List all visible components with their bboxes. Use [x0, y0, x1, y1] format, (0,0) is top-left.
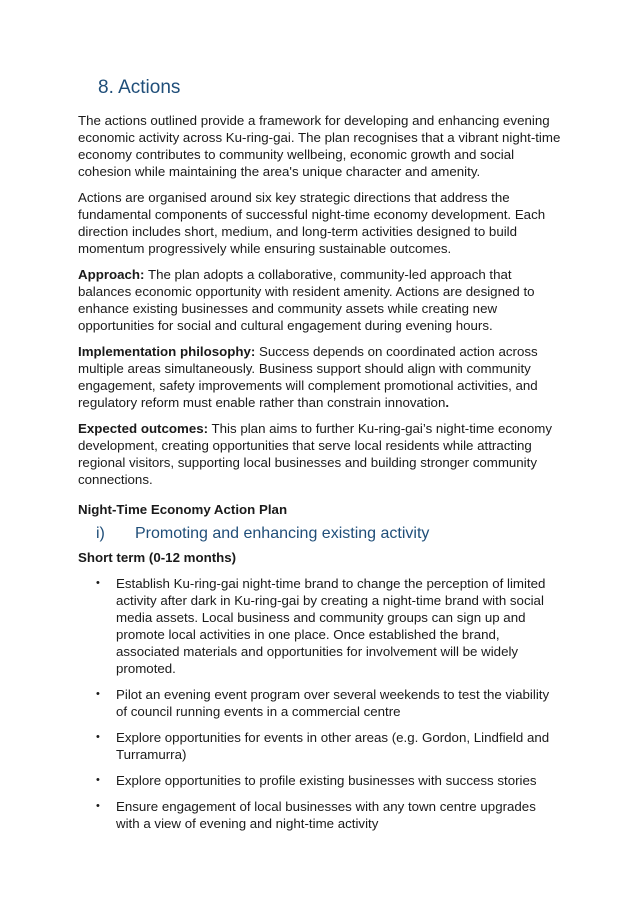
list-item: [78, 798, 563, 832]
bullet-icon: •: [96, 731, 100, 743]
intro-paragraph: The actions outlined provide a framework for developing and enhancing evening economic activity across Ku-ring-gai. The plan recognises that a vibrant night-time economy contributes to community wellbeing, economic growth and social cohesion while maintaining the area's unique character and amenity.: [78, 113, 561, 179]
section-title: 8. Actions: [98, 77, 181, 98]
implementation-paragraph: [78, 343, 563, 411]
list-item-text: Pilot an evening event program over several weekends to test the viability of council running events in a commercial centre: [116, 687, 550, 719]
direction-heading: [96, 524, 563, 544]
outcomes-paragraph: [78, 420, 563, 488]
list-item-text: Ensure engagement of local businesses with any town centre upgrades with a view of evening and night-time activity: [116, 799, 536, 831]
plan-heading: Night-Time Economy Action Plan: [78, 502, 288, 517]
direction-number: i): [96, 525, 105, 542]
list-item-text: Establish Ku-ring-gai night-time brand to change the perception of limited activity after dark in Ku-ring-gai by creating a night-time brand with social media assets. Local business and community groups can sign up and promote local activities in one place. Once established the brand, associated materials and opportunities for involvement will be widely promoted.: [116, 576, 546, 676]
bullet-icon: •: [96, 688, 100, 700]
direction-title: Promoting and enhancing existing activity: [135, 525, 430, 542]
implementation-lead: Implementation philosophy:: [78, 344, 256, 359]
term-heading: Short term (0-12 months): [78, 550, 237, 565]
bullet-icon: •: [96, 800, 100, 812]
list-item: [78, 575, 563, 677]
directions-paragraph: Actions are organised around six key strategic directions that address the fundamental components of successful night-time economy development. Each direction includes short, medium, and long-term activities designed to build momentum progressively while ensuring sustainable outcomes.: [78, 190, 546, 256]
implementation-text: Success depends on coordinated action across multiple areas simultaneously. Business support should align with community engagement, safety improvements will complement promotional activities, and regulatory reform must enable rather than constrain innovation: [78, 344, 538, 410]
implementation-end: .: [445, 395, 450, 410]
bullet-icon: •: [96, 577, 100, 589]
approach-text: The plan adopts a collaborative, community-led approach that balances economic opportunity with resident amenity. Actions are designed to enhance existing businesses and community assets while creating new opportunities for social and cultural engagement during evening hours.: [78, 267, 535, 333]
list-item: [78, 729, 563, 763]
approach-paragraph: [78, 266, 563, 334]
outcomes-lead: Expected outcomes:: [78, 421, 209, 436]
list-item-text: Explore opportunities for events in other areas (e.g. Gordon, Lindfield and Turramurra): [116, 730, 550, 762]
approach-lead: Approach:: [78, 267, 145, 282]
document-page: [78, 76, 563, 841]
list-item-text: Explore opportunities to profile existing businesses with success stories: [116, 773, 537, 788]
bullet-icon: •: [96, 774, 100, 786]
action-list: [78, 575, 563, 832]
list-item: [78, 686, 563, 720]
list-item: [78, 772, 563, 789]
outcomes-text: This plan aims to further Ku-ring-gai’s night-time economy development, creating opportunities that serve local residents while attracting regional visitors, supporting local businesses and building stronger community connections.: [78, 421, 552, 487]
